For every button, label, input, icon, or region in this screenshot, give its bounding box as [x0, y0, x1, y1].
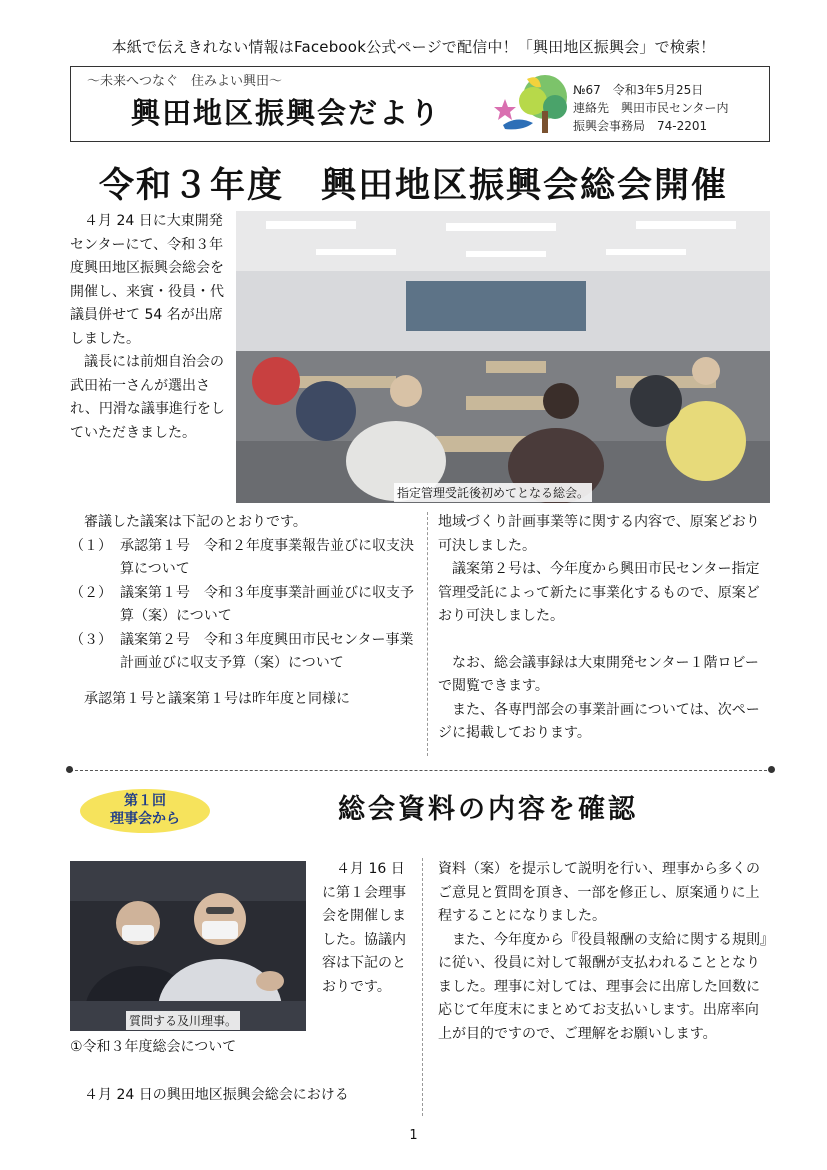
agenda-item	[70, 535, 420, 582]
page-number: 1	[409, 1128, 418, 1143]
masthead-info	[573, 81, 729, 135]
photo-caption: 質問する及川理事。	[126, 1011, 240, 1030]
column-divider	[427, 512, 428, 756]
board-meeting-photo	[70, 861, 306, 1031]
section-badge-label	[80, 792, 210, 828]
meeting-hall-image	[236, 211, 770, 503]
article2-left-column	[70, 1036, 410, 1107]
badge-line: 第１回	[124, 793, 166, 809]
issue-number: №67 令和3年5月25日	[573, 83, 704, 97]
article2-mid-column	[322, 858, 414, 999]
lead-paragraph: 議長には前畑自治会の武田祐一さんが選出され、円滑な議事進行をしていただきました。	[70, 354, 225, 441]
right-paragraph: また、各専門部会の事業計画については、次ページに掲載しております。	[438, 701, 760, 741]
item-number: （１）	[70, 537, 112, 554]
divider-dot	[66, 766, 73, 773]
article1-lead	[70, 210, 228, 445]
article1-left-column	[70, 511, 420, 711]
agenda-item	[70, 629, 420, 676]
items-intro: 審議した議案は下記のとおりです。	[84, 514, 307, 530]
mid-paragraph: ４月 16 日に第１会理事会を開催しました。協議内容は下記のとおりです。	[322, 861, 406, 995]
agenda-item: ①令和３年度総会について	[70, 1039, 237, 1055]
article1-right-column	[438, 511, 772, 746]
item-text: 議案第２号 令和３年度興田市民センター事業計画並びに収支予算（案）について	[120, 631, 414, 671]
masthead-title: 興田地区振興会だより	[131, 96, 442, 130]
item-number: （３）	[70, 631, 112, 648]
item-text: 承認第１号 令和２年度事業報告並びに収支決算について	[120, 537, 414, 577]
masthead	[70, 66, 770, 142]
left-column-tail: ４月 24 日の興田地区振興会総会における	[84, 1086, 349, 1103]
column-divider	[422, 858, 423, 1116]
photo-caption: 指定管理受託後初めてとなる総会。	[394, 483, 592, 502]
divider-dot	[768, 766, 775, 773]
right-paragraph: 資料（案）を提示して説明を行い、理事から多くのご意見と質問を頂き、一部を修正し、原案通りに上程することになりました。	[438, 861, 760, 924]
tree-logo-icon	[493, 71, 573, 137]
contact-line: 振興会事務局 74-2201	[573, 119, 708, 133]
meeting-photo	[236, 211, 770, 503]
right-paragraph: なお、総会議事録は大東開発センター１階ロビーで閲覧できます。	[438, 654, 759, 694]
article2-right-column	[438, 858, 772, 1046]
badge-line: 理事会から	[110, 811, 180, 827]
right-paragraph: 地域づくり計画事業等に関する内容で、原案どおり可決しました。	[438, 514, 760, 554]
left-column-tail: 承認第１号と議案第１号は昨年度と同様に	[84, 690, 350, 707]
agenda-item	[70, 582, 420, 629]
contact-line: 連絡先 興田市民センター内	[573, 101, 729, 115]
board-members-image	[70, 861, 306, 1031]
lead-paragraph: ４月 24 日に大東開発センターにて、令和３年度興田地区振興会総会を開催し、来賓・役員・代議員併せて 54 名が出席しました。	[70, 213, 224, 347]
right-paragraph: また、今年度から『役員報酬の支給に関する規則』に従い、役員に対して報酬が支払われることとなりました。理事に対しては、理事会に出席した回数に応じて年度末にまとめてお支払いします。出席率向上が目的ですので、ご理解をお願いします。	[438, 931, 767, 1042]
right-paragraph: 議案第２号は、今年度から興田市民センター指定管理受託によって新たに事業化するもので、原案どおり可決しました。	[438, 561, 760, 624]
item-text: 議案第１号 令和３年度事業計画並びに収支予算（案）について	[120, 584, 414, 624]
article2-headline: 総会資料の内容を確認	[338, 794, 638, 825]
top-notice: 本紙で伝えきれない情報はFacebook公式ページで配信中！「興田地区振興会」で検索！	[111, 38, 716, 56]
section-divider	[70, 770, 772, 771]
item-number: （２）	[70, 584, 112, 601]
article1-headline: 令和３年度 興田地区振興会総会開催	[98, 166, 728, 206]
masthead-subtitle: ～未来へつなぐ 住みよい興田～	[87, 74, 283, 89]
